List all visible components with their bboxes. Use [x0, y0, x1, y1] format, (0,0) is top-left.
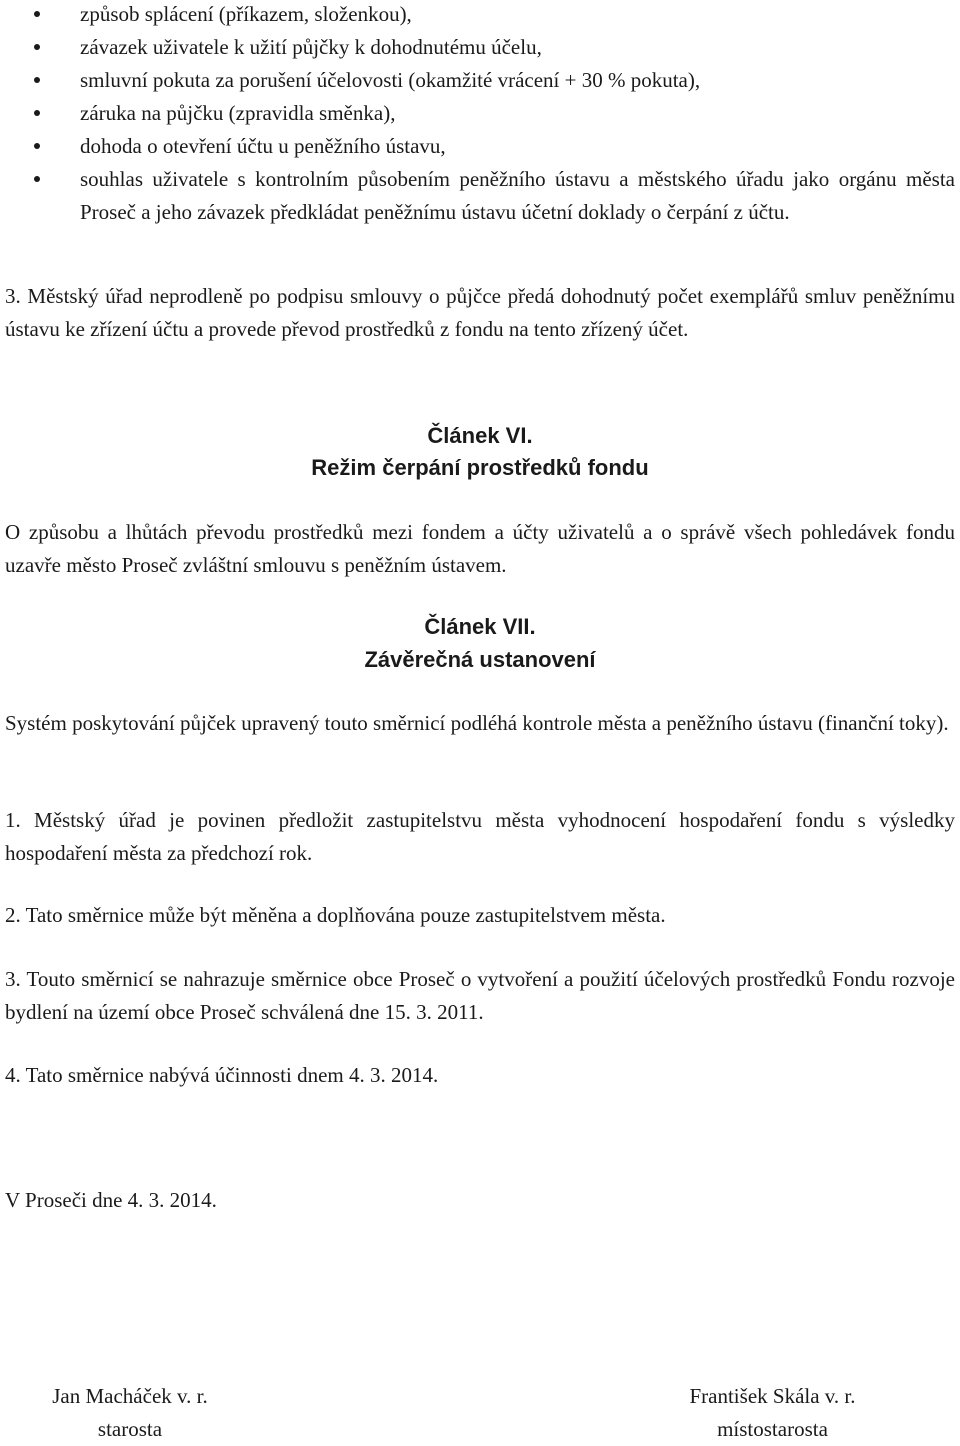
bullet-icon	[34, 110, 40, 116]
list-item	[0, 0, 955, 31]
article-7-item-2: 2. Tato směrnice může být měněna a doplňována pouze zastupitelstvem města.	[5, 903, 666, 927]
bullet-icon	[34, 44, 40, 50]
signature-name: František Skála v. r.	[689, 1384, 856, 1408]
signature-deputy-mayor	[655, 1380, 890, 1446]
bullet-icon	[34, 11, 40, 17]
list-item-text: způsob splácení (příkazem, složenkou),	[80, 2, 412, 26]
signature-name: Jan Macháček v. r.	[52, 1384, 208, 1408]
article-7-title: Závěrečná ustanovení	[364, 647, 596, 672]
signature-role: starosta	[97, 1417, 163, 1441]
place-and-date: V Proseči dne 4. 3. 2014.	[5, 1188, 217, 1212]
list-item-text: dohoda o otevření účtu u peněžního ústavu,	[80, 134, 446, 158]
article-7-item-3: 3. Touto směrnicí se nahrazuje směrnice obce Proseč o vytvoření a použití účelových prostředků Fondu rozvoje bydlení na území obce Proseč schválená dne 15. 3. 2011.	[5, 967, 955, 1024]
paragraph-3: 3. Městský úřad neprodleně po podpisu smlouvy o půjčce předá dohodnutý počet exemplářů smluv peněžnímu ústavu ke zřízení účtu a provede převod prostředků z fondu na tento zřízený účet.	[5, 284, 955, 341]
bullet-icon	[34, 77, 40, 83]
article-6-text: O způsobu a lhůtách převodu prostředků mezi fondem a účty uživatelů a o správě všech pohledávek fondu uzavře město Proseč zvláštní smlouvu s peněžním ústavem.	[5, 520, 955, 577]
article-6-number: Článek VI.	[427, 423, 533, 448]
article-7-item-1: 1. Městský úřad je povinen předložit zastupitelstvu města vyhodnocení hospodaření fondu s výsledky hospodaření města za předchozí rok.	[5, 808, 955, 865]
article-7-number: Článek VII.	[424, 614, 536, 639]
bullet-icon	[34, 176, 40, 182]
list-item	[0, 97, 955, 130]
list-item-text: souhlas uživatele s kontrolním působením peněžního ústavu a městského úřadu jako orgánu města Proseč a jeho závazek předkládat peněžnímu ústavu účetní doklady o čerpání z účtu.	[80, 167, 955, 224]
terms-bullet-list	[0, 0, 955, 229]
list-item	[0, 163, 955, 229]
list-item-text: závazek uživatele k užití půjčky k dohodnutému účelu,	[80, 35, 542, 59]
list-item	[0, 64, 955, 97]
list-item-text: smluvní pokuta za porušení účelovosti (okamžité vrácení + 30 % pokuta),	[80, 68, 701, 92]
article-6-title: Režim čerpání prostředků fondu	[311, 455, 649, 480]
article-7-intro: Systém poskytování půjček upravený touto směrnicí podléhá kontrole města a peněžního ústavu (finanční toky).	[5, 711, 949, 735]
bullet-icon	[34, 143, 40, 149]
signature-role: místostarosta	[717, 1417, 828, 1441]
signature-mayor	[20, 1380, 240, 1446]
list-item	[0, 31, 955, 64]
article-7-item-4: 4. Tato směrnice nabývá účinnosti dnem 4. 3. 2014.	[5, 1063, 439, 1087]
list-item	[0, 130, 955, 163]
list-item-text: záruka na půjčku (zpravidla směnka),	[80, 101, 396, 125]
